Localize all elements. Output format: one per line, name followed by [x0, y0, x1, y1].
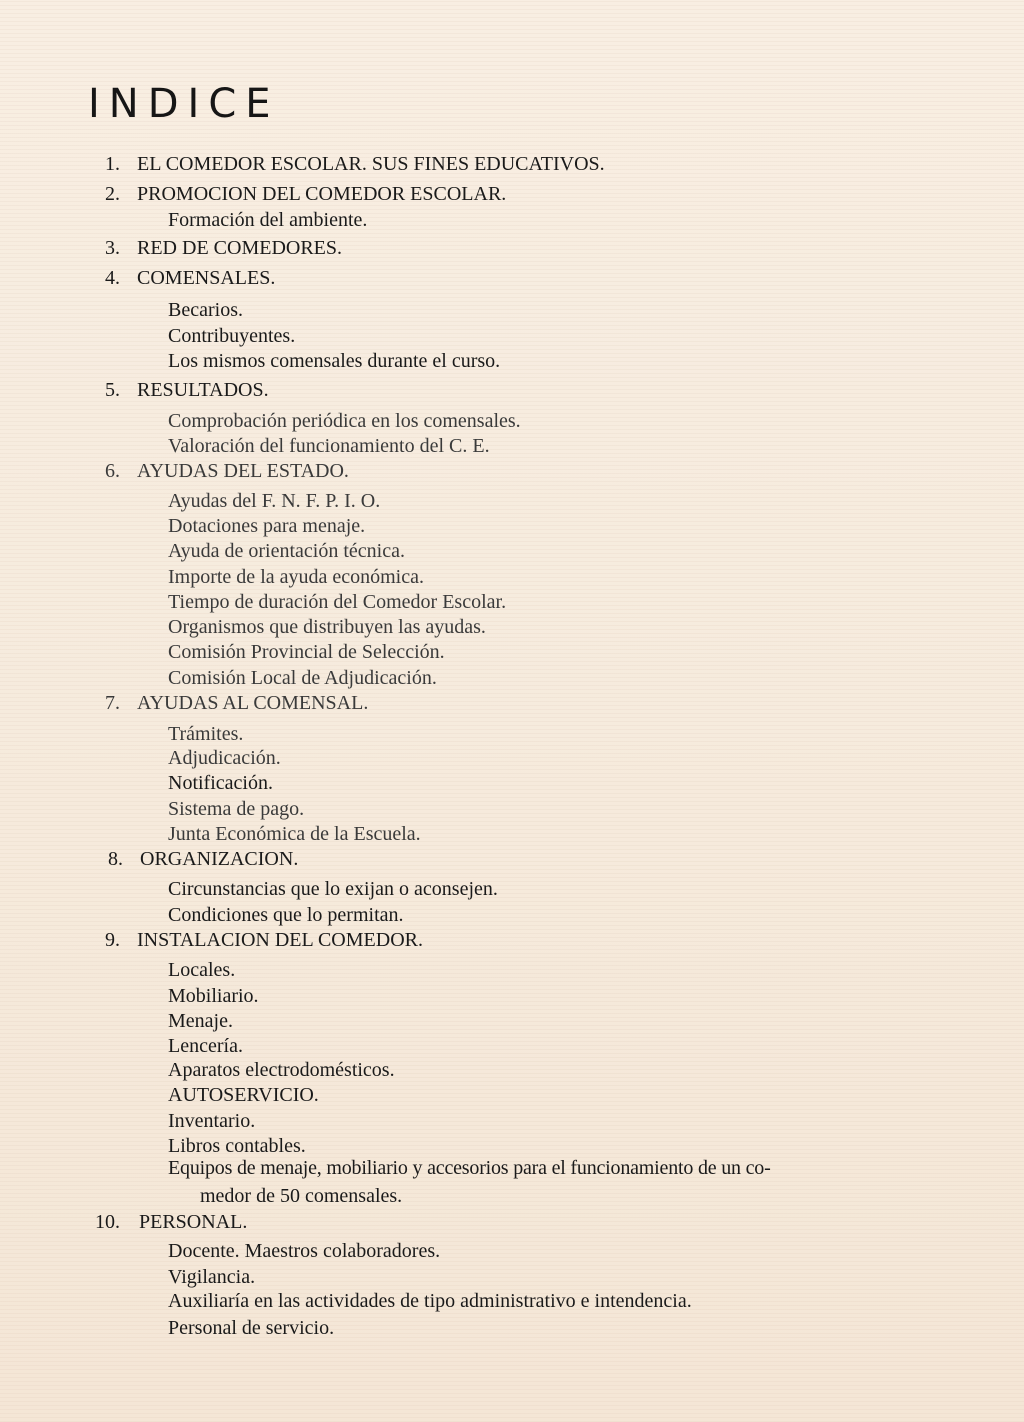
toc-item-label: AUTOSERVICIO.	[168, 1084, 319, 1106]
section-title: RESULTADOS.	[137, 379, 269, 401]
toc-item-label: Notificación.	[168, 772, 273, 794]
toc-item-label: Comisión Provincial de Selección.	[168, 641, 445, 663]
section-title: AYUDAS DEL ESTADO.	[137, 460, 349, 482]
section-title: PERSONAL.	[139, 1211, 248, 1233]
toc-item-label: Personal de servicio.	[168, 1317, 335, 1339]
section-number: 2.	[105, 183, 120, 205]
toc-item-label: Docente. Maestros colaboradores.	[168, 1240, 441, 1262]
toc-item-label: Condiciones que lo permitan.	[168, 904, 404, 926]
toc-item-label: Inventario.	[168, 1110, 256, 1132]
section-number: 5.	[105, 379, 120, 401]
toc-item-label: Los mismos comensales durante el curso.	[168, 350, 501, 372]
toc-item-label: Importe de la ayuda económica.	[168, 566, 424, 588]
section-title: INSTALACION DEL COMEDOR.	[137, 929, 423, 951]
section-number: 3.	[105, 237, 120, 259]
toc-item-label: Organismos que distribuyen las ayudas.	[168, 616, 486, 638]
toc-item-label: Aparatos electrodomésticos.	[168, 1059, 395, 1081]
toc-item-label: Mobiliario.	[168, 985, 259, 1007]
toc-item-label: Auxiliaría en las actividades de tipo administrativo e intendencia.	[168, 1290, 692, 1312]
toc-item-label: Sistema de pago.	[168, 798, 305, 820]
toc-item-label: Equipos de menaje, mobiliario y accesorios para el funcionamiento de un co-	[168, 1157, 771, 1179]
toc-item-label: Valoración del funcionamiento del C. E.	[168, 435, 490, 457]
section-number: 10.	[95, 1211, 120, 1233]
section-number: 7.	[105, 692, 120, 714]
toc-item-label: Tiempo de duración del Comedor Escolar.	[168, 591, 507, 613]
section-title: ORGANIZACION.	[140, 848, 299, 870]
section-title: EL COMEDOR ESCOLAR. SUS FINES EDUCATIVOS.	[137, 153, 605, 175]
section-title: AYUDAS AL COMENSAL.	[137, 692, 369, 714]
toc-item-label: Circunstancias que lo exijan o aconsejen.	[168, 878, 498, 900]
toc-item-label: Comprobación periódica en los comensales.	[168, 410, 521, 432]
toc-item-label: Vigilancia.	[168, 1266, 256, 1288]
toc-item-label: Dotaciones para menaje.	[168, 515, 366, 537]
section-number: 8.	[108, 848, 123, 870]
section-title: RED DE COMEDORES.	[137, 237, 343, 259]
toc-item-label: Adjudicación.	[168, 747, 281, 769]
section-number: 4.	[105, 267, 120, 289]
toc-item-label: Trámites.	[168, 723, 244, 745]
page-title: INDICE	[88, 81, 280, 127]
toc-item-label: Comisión Local de Adjudicación.	[168, 667, 437, 689]
toc-item-label: Ayuda de orientación técnica.	[168, 540, 405, 562]
section-title: PROMOCION DEL COMEDOR ESCOLAR.	[137, 183, 507, 205]
toc-item-label: Becarios.	[168, 299, 243, 321]
section-number: 1.	[105, 153, 120, 175]
toc-item-label: Menaje.	[168, 1010, 233, 1032]
toc-item-label: Formación del ambiente.	[168, 209, 368, 231]
section-number: 9.	[105, 929, 120, 951]
toc-item-label: Junta Económica de la Escuela.	[168, 823, 421, 845]
section-title: COMENSALES.	[137, 267, 276, 289]
toc-item-label: Lencería.	[168, 1035, 243, 1057]
toc-item-label: Locales.	[168, 959, 236, 981]
toc-item-label: Contribuyentes.	[168, 325, 296, 347]
toc-item-label: medor de 50 comensales.	[200, 1185, 403, 1207]
section-number: 6.	[105, 460, 120, 482]
toc-item-label: Libros contables.	[168, 1135, 306, 1157]
toc-item-label: Ayudas del F. N. F. P. I. O.	[168, 490, 381, 512]
